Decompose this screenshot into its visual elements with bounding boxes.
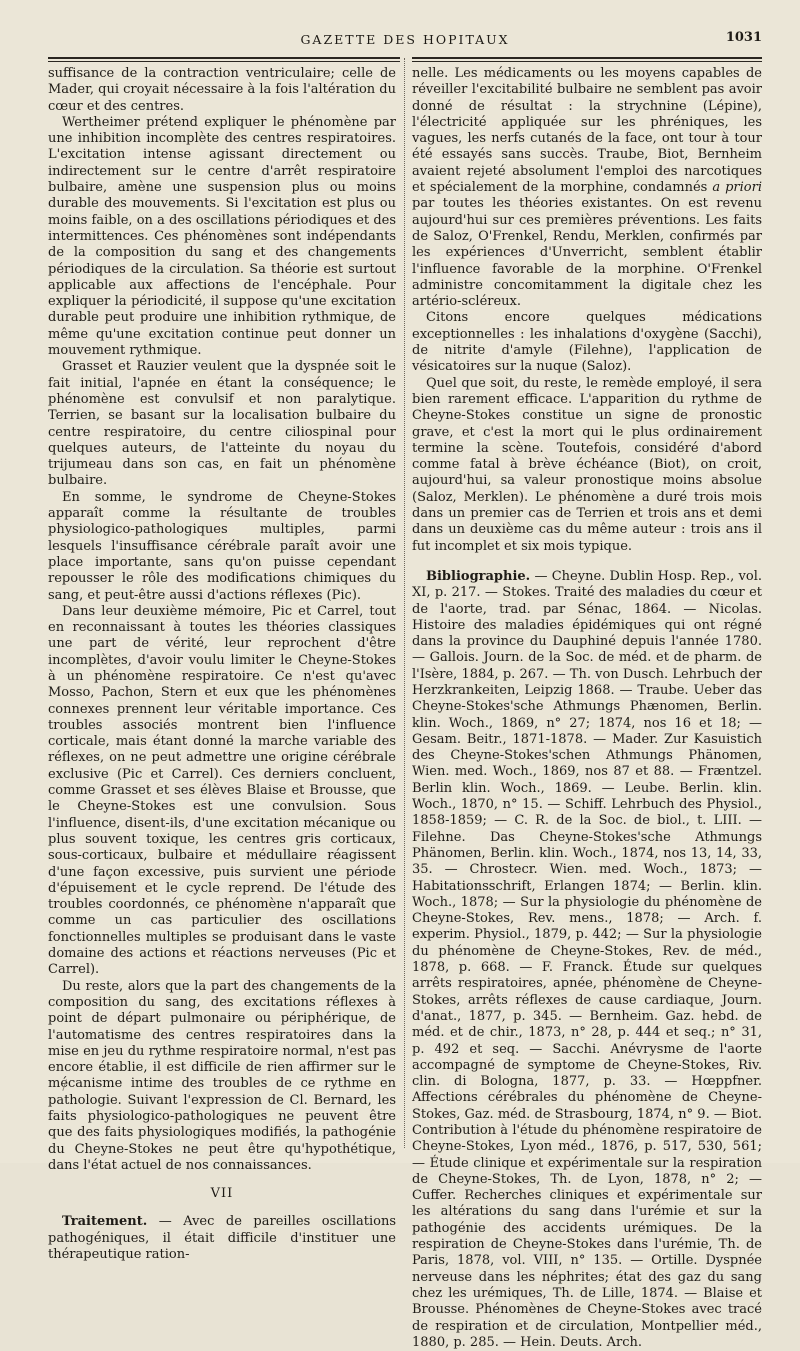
bibliography-text: — Cheyne. Dublin Hosp. Rep., vol. XI, p. 217. — Stokes. Traité des maladies du cœur et de l'aorte, trad. par Sénac, 1864. — Nicolas. Histoire des maladies épidémiques qui ont régné dans la province du Dauphiné depuis l'année 1780. — Gallois. Journ. de la Soc. de méd. et de pharm. de l'Isère, 1884, p. 267. — Th. von Dusch. Lehrbuch der Herzkrankeiten, Leipzig 1868. — Traube. Ueber das Cheyne-Stokes'sche Athmungs Phænomen, Berlin. klin. Woch., 1869, n° 27; 1874, nos 16 et 18; — Gesam. Beitr., 1871-1878. — Mader. Zur Kasuistich des Cheyne-Stokes'schen Athmungs Phänomen, Wien. med. Woch., 1869, nos 87 et 88. — Fræntzel. Berlin klin. Woch., 1869. — Leube. Berlin. klin. Woch., 1870, n° 15. — Schiff. Lehrbuch des Physiol., 1858-1859; — C. R. de la Soc. de biol., t. LIII. — Filehne. Das Cheyne-Stokes'sche Athmungs Phänomen, Berlin. klin. Woch., 1874, nos 13, 14, 33, 35. — Chrostecr. Wien. med. Woch., 1873; — Habitationsschrift, Erlangen 1874; — Berlin. klin. Woch., 1878; — Sur la physiologie du phénomène de Cheyne-Stokes, Rev. mens., 1878; — Arch. f. experim. Physiol., 1879, p. 442; — Sur la physiologie du phénomène de Cheyne-Stokes, Rev. de méd., 1878, p. 668. — F. Franck. Étude sur quelques arrêts respiratoires, apnée, phénomène de Cheyne-Stokes, arrêts réflexes de cause cardiaque, Journ. d'anat., 1877, p. 345. — Bernheim. Gaz. hebd. de méd. et de chir., 1873, n° 28, p. 444 et seq.; n° 31, p. 492 et seq. — Sacchi. Anévrysme de l'aorte accompagné de symptome de Cheyne-Stokes, Riv. clin. di Bologna, 1877, p. 33. — Hœppfner. Affections cérébrales du phénomène de Cheyne-Stokes, Gaz. méd. de Strasbourg, 1874, n° 9. — Biot. Contribution à l'étude du phénomène respiratoire de Cheyne-Stokes, Lyon méd., 1876, p. 517, 530, 561; — Étude clinique et expérimentale sur la respiration de Cheyne-Stokes, Th. de Lyon, 1878, n° 2; — Cuffer. Recherches cliniques et expérimentale sur les altérations du sang dans l'urémie et sur la pathogénie des accidents urémiques. De la respiration de Cheyne-Stokes dans l'urémie, Th. de Paris, 1878, vol. VIII, n° 135. — Ortille. Dyspnée nerveuse dans les néphrites; état des gaz du sang chez les urémiques, Th. de Lille, 1874. — Blaise et Brousse. Phénomènes de Cheyne-Stokes avec tracé de respiration et de circulation, Montpellier méd., 1880, p. 285. — Hein. Deuts. Arch.: [412, 568, 762, 1350]
section-lead: Traitement.: [62, 1214, 148, 1230]
paragraph: Du reste, alors que la part des changements de la composition du sang, des excitations réflexes à point de départ pulmonaire ou périphérique, de l'automatisme des centres respiratoires dans la mise en jeu du rythme respiratoire normal, n'est pas encore établie, il est difficile de rien affirmer sur le mécanisme intime des troubles de ce rythme en pathologie. Suivant l'expression de Cl. Bernard, les faits physiologico-pathologiques ne peuvent être que des faits physiologiques modifiés, la pathogénie du Cheyne-Stokes ne peut être qu'hypothétique, dans l'état actuel de nos connaissances.: [48, 978, 396, 1173]
bibliography-lead: Bibliographie.: [426, 568, 531, 584]
italic-text: a priori: [712, 180, 763, 196]
page-header: [48, 30, 762, 50]
paragraph: Dans leur deuxième mémoire, Pic et Carrel, tout en reconnaissant à toutes les théories classiques une part de vérité, leur reprochent d'être incomplètes, d'avoir voulu limiter le Cheyne-Stokes à un phénomène respiratoire. Ce n'est qu'avec Mosso, Pachon, Stern et eux que les phénomènes connexes prennent leur véritable importance. Ces troubles associés montrent bien l'influence corticale, mais étant donné la marche variable des réflexes, on ne peut admettre une origine cérébrale exclusive (Pic et Carrel). Ces derniers concluent, comme Grasset et ses élèves Blaise et Brousse, que le Cheyne-Stokes est une convulsion. Sous l'influence, disent-ils, d'une excitation mécanique ou plus souvent toxique, les centres gris corticaux, sous-corticaux, bulbaire et médullaire réagissent d'une façon excessive, puis survient une période d'épuisement et le cycle reprend. De l'étude des troubles coordonnés, ce phénomène n'apparaît que comme un cas particulier des oscillations fonctionnelles multiples se produisant dans le vaste domaine des actions et réactions nerveuses (Pic et Carrel).: [48, 603, 396, 978]
running-title: GAZETTE DES HOPITAUX: [300, 32, 510, 47]
paragraph-traitement: [48, 1214, 396, 1263]
header-rule-right: [412, 57, 762, 62]
paragraph: Wertheimer prétend expliquer le phénomène par une inhibition incomplète des centres respiratoires. L'excitation intense agissant directement ou indirectement sur le centre d'arrêt respiratoire bulbaire, amène une suspension plus ou moins durable des mouvements. Si l'excitation est plus ou moins faible, on a des oscillations périodiques et des intermittences. Ces phénomènes sont indépendants de la composition du sang et des changements périodiques de la circulation. Sa théorie est surtout applicable aux affections de l'encéphale. Pour expliquer la périodicité, il suppose qu'une excitation durable peut produire une inhibition rythmique, de même qu'une excitation continue peut donner un mouvement rythmique.: [48, 114, 396, 359]
paragraph: Quel que soit, du reste, le remède employé, il sera bien rarement efficace. L'apparition du rythme de Cheyne-Stokes constitue un signe de pronostic grave, et c'est la mort qui le plus ordinairement termine la scène. Toutefois, considéré d'abord comme fatal à brève échéance (Biot), on croit, aujourd'hui, sa valeur pronostique moins absolue (Saloz, Merklen). Le phénomène a duré trois mois dans un premier cas de Terrien et trois ans et demi dans un deuxième cas du même auteur : trois ans il fut incomplet et six mois typique.: [412, 375, 762, 554]
paragraph: suffisance de la contraction ventriculaire; celle de Mader, qui croyait nécessaire à la fois l'altération du cœur et des centres.: [48, 66, 396, 114]
left-column: [48, 66, 396, 1263]
column-divider: [404, 58, 406, 1148]
paragraph: [412, 66, 762, 310]
paragraph-text: — Avec de pareilles oscillations pathogéniques, il était difficile d'instituer une thérapeutique ration-: [48, 1214, 396, 1263]
paragraph-text: nelle. Les médicaments ou les moyens capables de réveiller l'excitabilité bulbaire ne semblent pas avoir donné de résultat : la strychnine (Lépine), l'électricité appliquée sur les phréniques, les vagues, les nerfs cutanés de la face, ont tour à tour été essayés sans succès. Traube, Biot, Bernheim avaient rejeté absolument l'emploi des narcotiques et spécialement de la morphine, condamnés: [412, 66, 762, 196]
paragraph-text: par toutes les théories existantes. On est revenu aujourd'hui sur ces premières préventions. Les faits de Saloz, O'Frenkel, Rendu, Merklen, confirmés par les expériences d'Unverricht, semblent établir l'influence favorable de la morphine. O'Frenkel administre concomitamment la digitale chez les artério-scléreux.: [412, 196, 762, 310]
right-column: [412, 66, 762, 1351]
paragraph: Grasset et Rauzier veulent que la dyspnée soit le fait initial, l'apnée en étant la conséquence; le phénomène est convulsif et non paralytique. Terrien, se basant sur la localisation bulbaire du centre respiratoire, du centre ciliospinal pour quelques auteurs, de l'atteinte du noyau du trijumeau dans son cas, en fait un phénomène bulbaire.: [48, 359, 396, 489]
paragraph: Citons encore quelques médications exceptionnelles : les inhalations d'oxygène (Sacchi), de nitrite d'amyle (Filehne), l'application de vésicatoires sur la nuque (Saloz).: [412, 310, 762, 375]
header-rule-left: [48, 57, 400, 62]
section-number: VII: [210, 1186, 234, 1202]
paragraph: En somme, le syndrome de Cheyne-Stokes apparaît comme la résultante de troubles physiologico-pathologiques multiples, parmi lesquels l'insuffisance cérébrale paraît avoir une place importante, sans qu'on puisse cependant repousser le rôle des modifications chimiques du sang, et peut-être aussi d'actions réflexes (Pic).: [48, 489, 396, 603]
bibliography: [412, 569, 762, 1351]
page-number: 1031: [725, 30, 762, 45]
